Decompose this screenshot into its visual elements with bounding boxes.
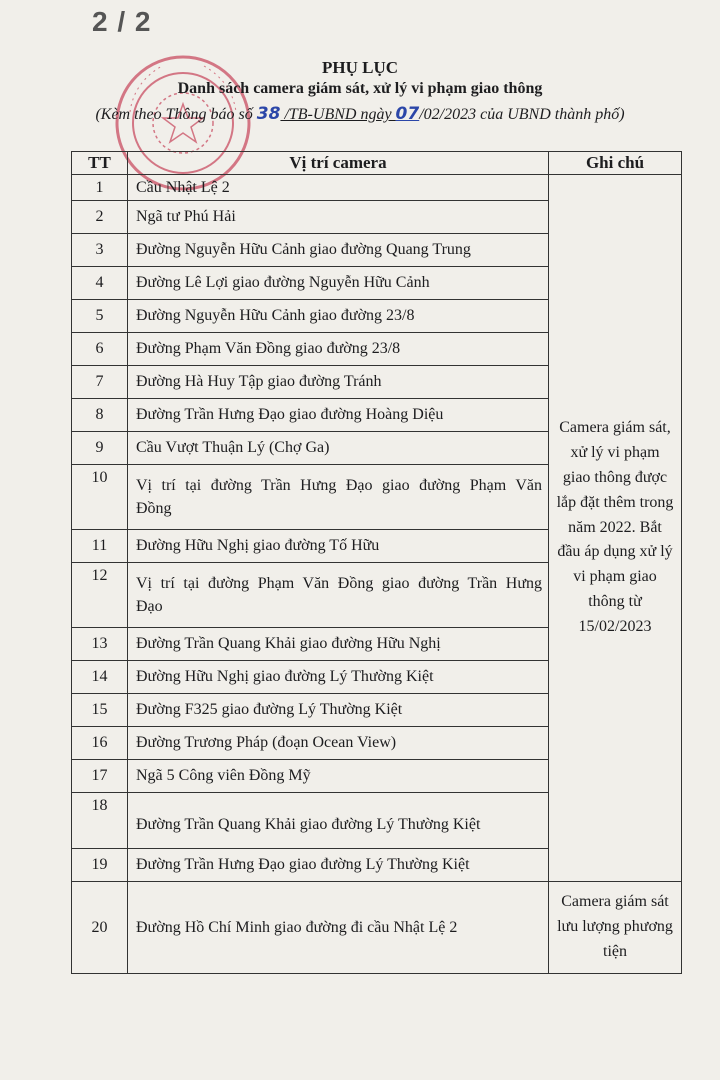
- row-number: 9: [72, 432, 128, 465]
- ref-suffix: /02/2023 của UBND thành phố): [419, 106, 625, 123]
- row-location: Đường Hữu Nghị giao đường Tố Hữu: [128, 530, 549, 563]
- row-number: 6: [72, 333, 128, 366]
- table-row: [72, 175, 682, 201]
- ref-number-handwritten: 38: [256, 104, 281, 124]
- ref-middle: /TB-UBND ngày: [280, 106, 396, 123]
- row-location: Đường Lê Lợi giao đường Nguyễn Hữu Cảnh: [128, 267, 549, 300]
- row-location: Đường Hồ Chí Minh giao đường đi cầu Nhật Lệ 2: [128, 882, 549, 974]
- row-number: 1: [72, 175, 128, 201]
- row-number: 11: [72, 530, 128, 563]
- row-number: 14: [72, 661, 128, 694]
- row-number: 7: [72, 366, 128, 399]
- note-camera-20: Camera giám sát lưu lượng phương tiện: [549, 882, 682, 974]
- document-title: PHỤ LỤC: [321, 58, 399, 77]
- row-number: 20: [72, 882, 128, 974]
- row-location: Cầu Vượt Thuận Lý (Chợ Ga): [128, 432, 549, 465]
- table-row: [72, 882, 682, 974]
- row-location: Vị trí tại đường Phạm Văn Đồng giao đường Trần Hưng Đạo: [128, 563, 549, 628]
- header-note: Ghi chú: [549, 152, 682, 175]
- reference-line: [0, 104, 720, 124]
- row-number: 10: [72, 465, 128, 530]
- row-location: Đường Trần Hưng Đạo giao đường Lý Thường Kiệt: [128, 849, 549, 882]
- document-subtitle: Danh sách camera giám sát, xử lý vi phạm giao thông: [177, 80, 543, 97]
- row-number: 8: [72, 399, 128, 432]
- table-header-row: [72, 152, 682, 175]
- row-number: 13: [72, 628, 128, 661]
- row-location: Đường Trần Hưng Đạo giao đường Hoàng Diệu: [128, 399, 549, 432]
- row-number: 2: [72, 201, 128, 234]
- row-number: 18: [72, 793, 128, 849]
- row-location: Đường Trương Pháp (đoạn Ocean View): [128, 727, 549, 760]
- row-location: Đường Trần Quang Khải giao đường Hữu Nghị: [128, 628, 549, 661]
- row-location: Ngã 5 Công viên Đồng Mỹ: [128, 760, 549, 793]
- ref-prefix: (Kèm theo Thông báo số: [95, 106, 257, 123]
- row-number: 16: [72, 727, 128, 760]
- row-number: 17: [72, 760, 128, 793]
- camera-table: [71, 151, 682, 974]
- row-location: Vị trí tại đường Trần Hưng Đạo giao đường Phạm Văn Đồng: [128, 465, 549, 530]
- row-number: 4: [72, 267, 128, 300]
- row-location: Đường Trần Quang Khải giao đường Lý Thường Kiệt: [128, 793, 549, 849]
- row-location: Đường Hà Huy Tập giao đường Tránh: [128, 366, 549, 399]
- row-location: Đường Nguyễn Hữu Cảnh giao đường Quang Trung: [128, 234, 549, 267]
- row-location: Đường Nguyễn Hữu Cảnh giao đường 23/8: [128, 300, 549, 333]
- row-location: Đường Hữu Nghị giao đường Lý Thường Kiệt: [128, 661, 549, 694]
- note-cameras-1-19: Camera giám sát, xử lý vi phạm giao thông được lắp đặt thêm trong năm 2022. Bắt đầu áp dụng xử lý vi phạm giao thông từ 15/02/2023: [549, 175, 682, 882]
- row-location: Ngã tư Phú Hải: [128, 201, 549, 234]
- row-location: Cầu Nhật Lệ 2: [128, 175, 549, 201]
- header-location: Vị trí camera: [128, 152, 549, 175]
- row-number: 15: [72, 694, 128, 727]
- row-number: 3: [72, 234, 128, 267]
- ref-day-handwritten: 07: [395, 104, 420, 124]
- row-number: 5: [72, 300, 128, 333]
- row-number: 12: [72, 563, 128, 628]
- header-tt: TT: [72, 152, 128, 175]
- row-number: 19: [72, 849, 128, 882]
- row-location: Đường Phạm Văn Đồng giao đường 23/8: [128, 333, 549, 366]
- page-number: 2 / 2: [92, 6, 152, 37]
- row-location: Đường F325 giao đường Lý Thường Kiệt: [128, 694, 549, 727]
